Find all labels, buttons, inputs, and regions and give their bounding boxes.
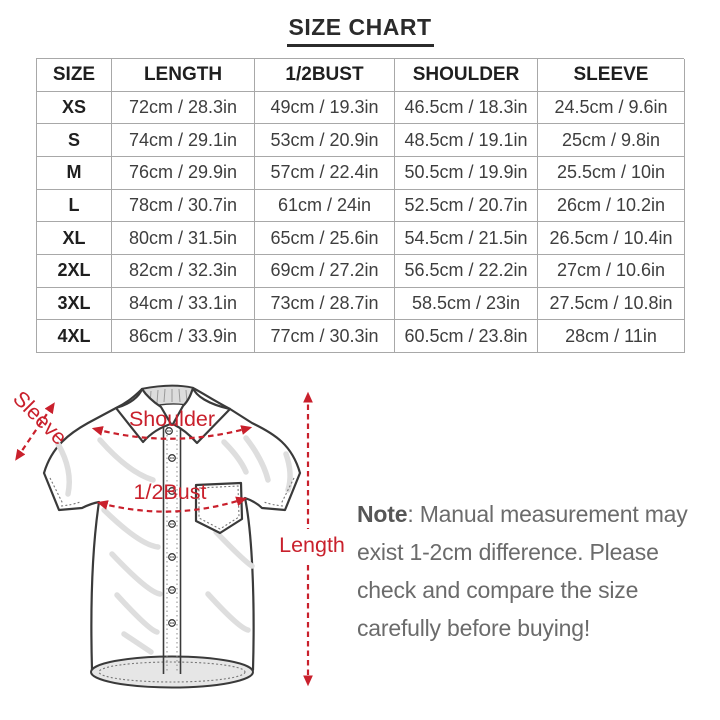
note-body: : Manual measurement may exist 1-2cm difference. Please check and compare the size carefully before buying! — [357, 501, 688, 641]
length-cell: 82cm / 32.3in — [112, 255, 255, 288]
bust-cell: 65cm / 25.6in — [255, 222, 395, 255]
size-cell: 4XL — [37, 320, 112, 353]
sleeve-cell: 28cm / 11in — [538, 320, 685, 353]
note-text — [357, 495, 699, 647]
bust-cell: 53cm / 20.9in — [255, 124, 395, 157]
sleeve-cell: 27cm / 10.6in — [538, 255, 685, 288]
shirt-measurement-diagram — [0, 382, 350, 720]
header-size: SIZE — [37, 59, 112, 92]
bust-cell: 77cm / 30.3in — [255, 320, 395, 353]
bust-cell: 73cm / 28.7in — [255, 288, 395, 321]
header-length: LENGTH — [112, 59, 255, 92]
note-label: Note — [357, 501, 408, 527]
bust-cell: 49cm / 19.3in — [255, 92, 395, 125]
shoulder-label: Shoulder — [128, 407, 216, 431]
shoulder-cell: 60.5cm / 23.8in — [395, 320, 538, 353]
bust-cell: 57cm / 22.4in — [255, 157, 395, 190]
sleeve-cell: 27.5cm / 10.8in — [538, 288, 685, 321]
shoulder-cell: 46.5cm / 18.3in — [395, 92, 538, 125]
shoulder-cell: 48.5cm / 19.1in — [395, 124, 538, 157]
size-cell: L — [37, 190, 112, 223]
length-cell: 78cm / 30.7in — [112, 190, 255, 223]
size-cell: XS — [37, 92, 112, 125]
header-sleeve: SLEEVE — [538, 59, 685, 92]
sleeve-label: Sleeve — [8, 386, 72, 450]
length-cell: 74cm / 29.1in — [112, 124, 255, 157]
shoulder-cell: 58.5cm / 23in — [395, 288, 538, 321]
size-cell: S — [37, 124, 112, 157]
sleeve-cell: 26cm / 10.2in — [538, 190, 685, 223]
length-cell: 80cm / 31.5in — [112, 222, 255, 255]
shoulder-cell: 50.5cm / 19.9in — [395, 157, 538, 190]
size-cell: 2XL — [37, 255, 112, 288]
length-cell: 76cm / 29.9in — [112, 157, 255, 190]
shoulder-cell: 52.5cm / 20.7in — [395, 190, 538, 223]
shoulder-cell: 54.5cm / 21.5in — [395, 222, 538, 255]
bust-label: 1/2Bust — [133, 480, 207, 504]
bust-cell: 69cm / 27.2in — [255, 255, 395, 288]
title-bar — [0, 14, 720, 47]
length-cell: 86cm / 33.9in — [112, 320, 255, 353]
sleeve-cell: 24.5cm / 9.6in — [538, 92, 685, 125]
length-cell: 84cm / 33.1in — [112, 288, 255, 321]
page-title: SIZE CHART — [287, 14, 434, 47]
size-cell: 3XL — [37, 288, 112, 321]
sleeve-cell: 25.5cm / 10in — [538, 157, 685, 190]
size-cell: M — [37, 157, 112, 190]
sleeve-cell: 26.5cm / 10.4in — [538, 222, 685, 255]
size-table — [36, 58, 684, 353]
length-cell: 72cm / 28.3in — [112, 92, 255, 125]
shoulder-cell: 56.5cm / 22.2in — [395, 255, 538, 288]
length-label: Length — [279, 533, 345, 557]
bust-cell: 61cm / 24in — [255, 190, 395, 223]
size-cell: XL — [37, 222, 112, 255]
sleeve-cell: 25cm / 9.8in — [538, 124, 685, 157]
shirt-hem — [91, 657, 253, 688]
header-bust: 1/2BUST — [255, 59, 395, 92]
header-shoulder: SHOULDER — [395, 59, 538, 92]
